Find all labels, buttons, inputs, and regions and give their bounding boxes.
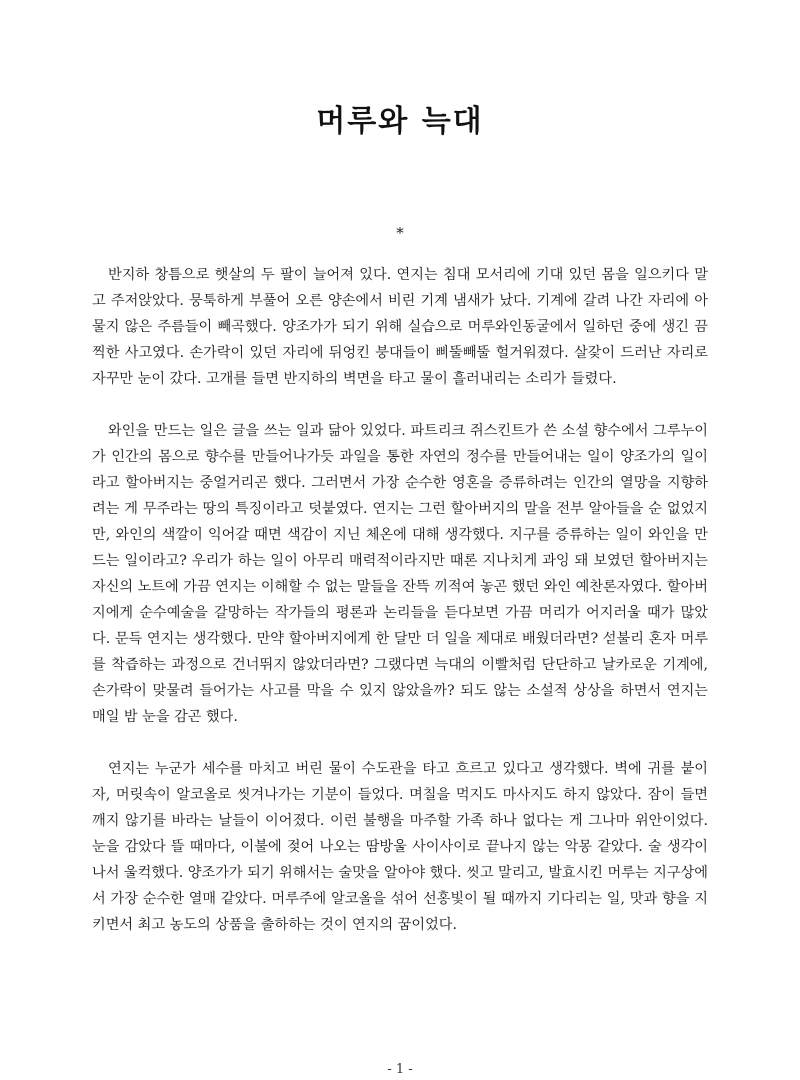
paragraph-2: 와인을 만드는 일은 글을 쓰는 일과 닮아 있었다. 파트리크 쥐스킨트가 쓴 소설 향수에서 그루누이가 인간의 몸으로 향수를 만들어나가듯 과일을 통한 자연의 정수를 만들어내는 일이 양조가의 일이라고 할아버지는 중얼거리곤 했다. 그러면서 가장 순수한 영혼을 증류하려는 인간의 열망을 지향하려는 게 무주라는 땅의 특징이라고 덧붙였다. 연지는 그런 할아버지의 말을 전부 알아들을 순 없었지만, 와인의 색깔이 익어갈 때면 색감이 지닌 체온에 대해 생각했다. 지구를 증류하는 일이 와인을 만드는 일이라고? 우리가 하는 일이 아무리 매력적이라지만 때론 지나치게 과잉 돼 보였던 할아버지는 자신의 노트에 가끔 연지는 이해할 수 없는 말들을 잔뜩 끼적여 놓곤 했던 와인 예찬론자였다. 할아버지에게 순수예술을 갈망하는 작가들의 평론과 논리들을 듣다보면 가끔 머리가 어지러울 때가 많았다. 문득 연지는 생각했다. 만약 할아버지에게 한 달만 더 일을 제대로 배웠더라면? 섣불리 혼자 머루를 착즙하는 과정으로 건너뛰지 않았더라면? 그랬다면 늑대의 이빨처럼 단단하고 날카로운 기계에, 손가락이 맞물려 들어가는 사고를 막을 수 있지 않았을까? 되도 않는 소설적 상상을 하면서 연지는 매일 밤 눈을 감곤 했다.: [92, 423, 708, 725]
document-title: 머루와 늑대: [316, 104, 484, 139]
paragraph-3: 연지는 누군가 세수를 마치고 버린 물이 수도관을 타고 흐르고 있다고 생각했다. 벽에 귀를 붙이자, 머릿속이 알코올로 씻겨나가는 기분이 들었다. 며칠을 먹지도 마사지도 하지 않았다. 잠이 들면 깨지 않기를 바라는 날들이 이어졌다. 이런 불행을 마주할 가족 하나 없다는 게 그나마 위안이었다. 눈을 감았다 뜰 때마다, 이불에 젖어 나오는 땀방울 사이사이로 끝나지 않는 악몽 같았다. 술 생각이 나서 울컥했다. 양조가가 되기 위해서는 술맛을 알아야 했다. 씻고 말리고, 발효시킨 머루는 지구상에서 가장 순수한 열매 같았다. 머루주에 알코올을 섞어 선홍빛이 될 때까지 기다리는 일, 맛과 향을 지키면서 최고 농도의 상품을 출하하는 것이 연지의 꿈이었다.: [92, 761, 708, 933]
page-number: - 1 -: [387, 1062, 413, 1077]
document-body: [92, 262, 708, 938]
section-separator: *: [396, 224, 404, 242]
paragraph-1: 반지하 창틈으로 햇살의 두 팔이 늘어져 있다. 연지는 침대 모서리에 기대 있던 몸을 일으키다 말고 주저앉았다. 뭉툭하게 부풀어 오른 양손에서 비린 기계 냄새가 났다. 기계에 갈려 나간 자리에 아물지 않은 주름들이 빼곡했다. 양조가가 되기 위해 실습으로 머루와인동굴에서 일하던 중에 생긴 끔찍한 사고였다. 손가락이 있던 자리에 뒤엉킨 붕대들이 삐뚤빼뚤 헐거워졌다. 살갗이 드러난 자리로 자꾸만 눈이 갔다. 고개를 들면 반지하의 벽면을 타고 물이 흘러내리는 소리가 들렸다.: [92, 267, 708, 387]
